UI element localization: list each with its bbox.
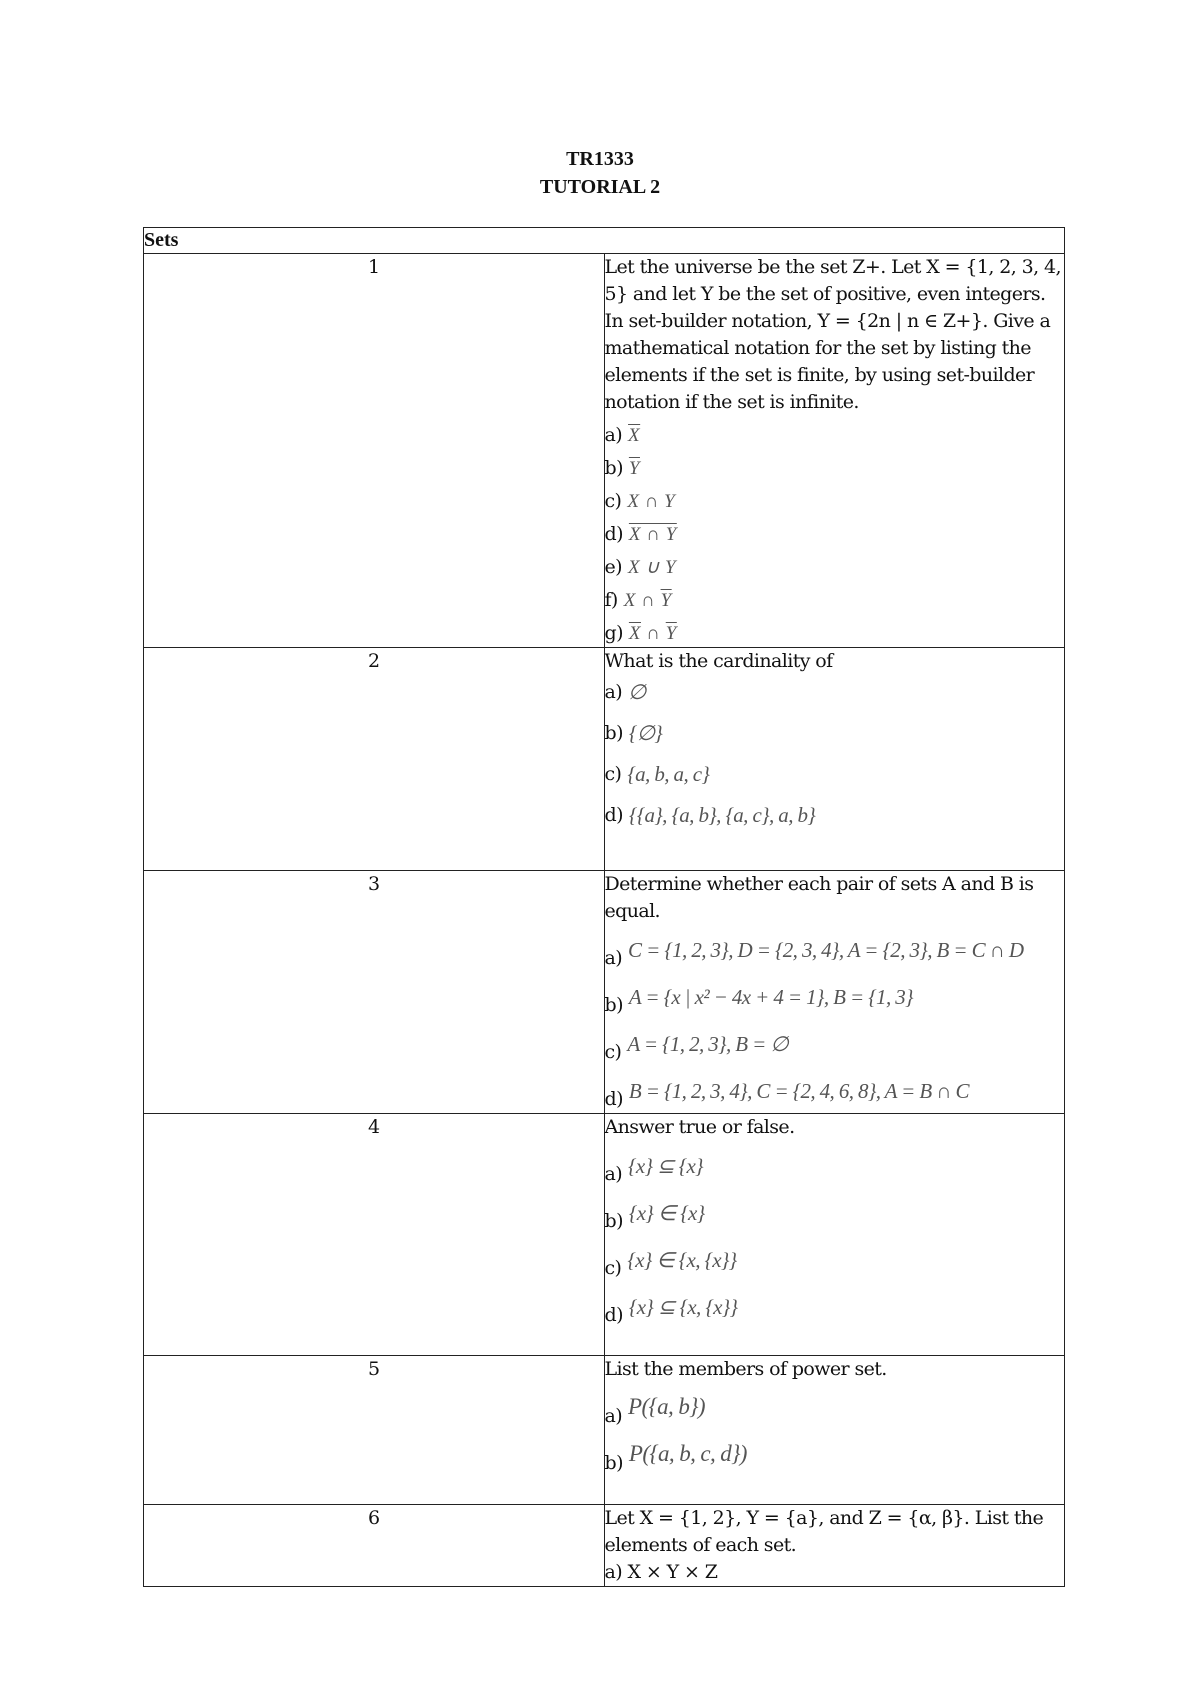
question-part: c) {a, b, a, c} (604, 762, 710, 786)
math-expression: {x} ∈ {x, {x}} (627, 1248, 737, 1272)
question-row (144, 648, 1065, 871)
question-part: a) P({a, b}) (604, 1394, 705, 1427)
question-body (604, 1505, 1065, 1587)
question-body (604, 254, 1065, 648)
math-expression: X ∩ $\overline{Y}$ (623, 590, 672, 611)
math-expression: P({a, b, c, d}) (628, 1441, 747, 1466)
math-expression: {x} ⊆ {x} (628, 1154, 703, 1178)
section-title: Sets (144, 228, 1065, 254)
question-body (604, 1114, 1065, 1356)
question-number: 5 (144, 1356, 605, 1505)
math-expression: X ∪ Y (627, 557, 677, 578)
math-expression: $\overline{X}$ (628, 425, 641, 446)
math-expression: A = {1, 2, 3}, B = ∅ (627, 1032, 789, 1056)
question-part: c) {x} ∈ {x, {x}} (604, 1248, 737, 1279)
question-text: What is the cardinality of (604, 650, 833, 672)
question-part: f) X ∩ $\overline{Y}$ (605, 587, 1065, 614)
question-body (604, 871, 1065, 1114)
question-row (144, 254, 1065, 648)
document-title: TUTORIAL 2 (539, 176, 661, 198)
math-expression: {{a}, {a, b}, {a, c}, a, b} (628, 803, 816, 827)
math-expression: X ∩ Y (627, 491, 676, 512)
question-text: Let the universe be the set Z+. Let X = {1, 2, 3, 4, 5} and let Y be the set of positive, even integers. In set-builder notation, Y = {2n | n ∈ Z+}. Give a mathematical notation for the set by listing the elements if the set is finite, by using set-builder notation if the set is infinite. (604, 256, 1061, 413)
question-part: c) X ∩ Y (605, 488, 1065, 515)
math-expression: {∅} (628, 721, 663, 745)
question-row (144, 871, 1065, 1114)
question-number: 6 (144, 1505, 605, 1587)
question-part: b) A = {x | x² − 4x + 4 = 1}, B = {1, 3} (604, 985, 913, 1016)
question-part: b) {x} ∈ {x} (604, 1201, 705, 1232)
math-expression: ∅ (628, 680, 646, 704)
question-text: Answer true or false. (604, 1116, 795, 1138)
math-expression: {a, b, a, c} (627, 762, 710, 786)
question-part: d) {{a}, {a, b}, {a, c}, a, b} (604, 803, 816, 827)
question-number: 3 (144, 871, 605, 1114)
question-part: a) ∅ (604, 680, 646, 704)
math-expression: {x} ⊆ {x, {x}} (628, 1295, 738, 1319)
question-part: c) A = {1, 2, 3}, B = ∅ (604, 1032, 789, 1063)
math-expression: {x} ∈ {x} (628, 1201, 705, 1225)
course-code: TR1333 (566, 148, 634, 170)
question-part: b) P({a, b, c, d}) (604, 1441, 747, 1474)
question-part: b) $\overline{Y}$ (605, 455, 1065, 482)
question-part: e) X ∪ Y (605, 554, 1065, 581)
question-part: d) X ∩ Y (605, 521, 1065, 548)
question-text: List the members of power set. (604, 1358, 887, 1380)
question-part: a) X × Y × Z (604, 1561, 718, 1583)
question-part: a) {x} ⊆ {x} (604, 1154, 703, 1185)
question-part: b) {∅} (604, 721, 663, 745)
tutorial-table (143, 227, 1065, 1587)
question-row (144, 1505, 1065, 1587)
math-expression: B = {1, 2, 3, 4}, C = {2, 4, 6, 8}, A = B ∩ C (628, 1079, 969, 1103)
question-text: Let X = {1, 2}, Y = {a}, and Z = {α, β}. List the elements of each set. (604, 1507, 1044, 1556)
question-body (604, 648, 1065, 871)
document-header (0, 145, 1200, 201)
math-expression: $\overline{X}$ ∩ $\overline{Y}$ (628, 623, 677, 644)
question-number: 2 (144, 648, 605, 871)
math-expression: A = {x | x² − 4x + 4 = 1}, B = {1, 3} (628, 985, 913, 1009)
question-body (604, 1356, 1065, 1505)
question-row (144, 1114, 1065, 1356)
math-expression: $\overline{Y}$ (628, 458, 640, 479)
math-expression: C = {1, 2, 3}, D = {2, 3, 4}, A = {2, 3}, B = C ∩ D (628, 938, 1024, 962)
math-expression: P({a, b}) (628, 1394, 705, 1419)
question-part: a) $\overline{X}$ (605, 422, 1065, 449)
question-number: 1 (144, 254, 605, 648)
question-part: a) C = {1, 2, 3}, D = {2, 3, 4}, A = {2, 3}, B = C ∩ D (604, 938, 1024, 969)
question-part: d) B = {1, 2, 3, 4}, C = {2, 4, 6, 8}, A = B ∩ C (604, 1079, 969, 1110)
question-row (144, 1356, 1065, 1505)
math-expression: X ∩ Y (628, 524, 677, 545)
question-part: d) {x} ⊆ {x, {x}} (604, 1295, 738, 1326)
question-part: g) $\overline{X}$ ∩ $\overline{Y}$ (605, 620, 1065, 647)
question-number: 4 (144, 1114, 605, 1356)
question-text: Determine whether each pair of sets A and B is equal. (604, 873, 1034, 922)
